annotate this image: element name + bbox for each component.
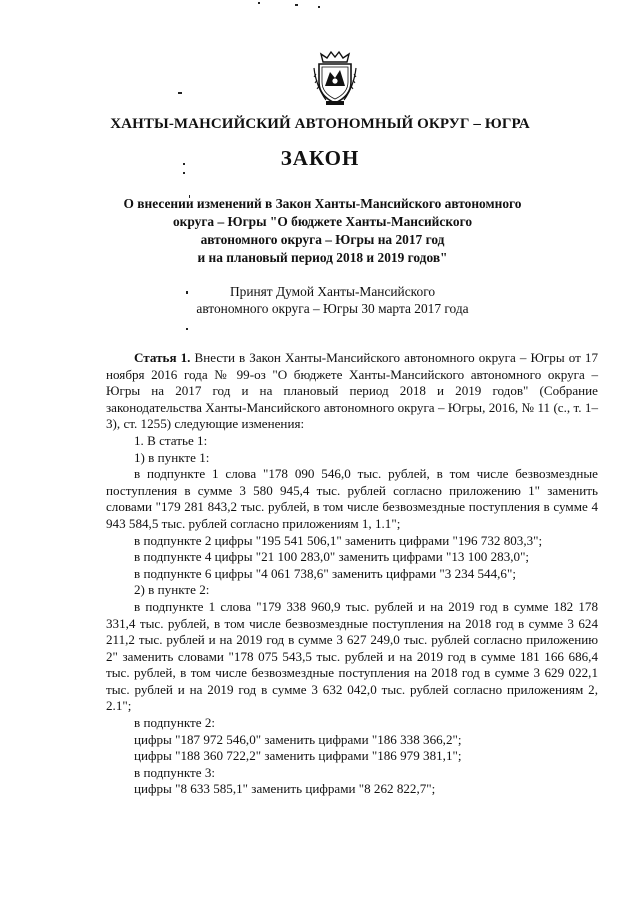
law-subject bbox=[100, 195, 545, 267]
subject-line: и на плановый период 2018 и 2019 годов" bbox=[197, 250, 448, 265]
scan-mark bbox=[178, 92, 182, 94]
scan-mark bbox=[183, 172, 185, 174]
paragraph: в подпункте 2 цифры "195 541 506,1" заменить цифрами "196 732 803,3"; bbox=[134, 532, 543, 548]
paragraph: в подпункте 3: bbox=[134, 764, 216, 780]
paragraph: 2) в пункте 2: bbox=[134, 582, 210, 598]
scan-mark bbox=[295, 4, 298, 6]
scan-mark bbox=[186, 328, 188, 330]
paragraph: в подпункте 1 слова "178 090 546,0 тыс. рублей, в том числе безвозмездные поступления в сумме 3 580 945,4 тыс. рублей согласно приложению 1" заменить словами "179 281 843,2 тыс. рублей, в том числе безвозмездные поступления в сумме 4 943 584,5 тыс. рублей согласно приложениям 1, 1.1"; bbox=[106, 466, 598, 531]
region-title: ХАНТЫ-МАНСИЙСКИЙ АВТОНОМНЫЙ ОКРУГ – ЮГРА bbox=[110, 116, 530, 132]
adoption-note bbox=[160, 283, 505, 317]
paragraph: цифры "187 972 546,0" заменить цифрами "186 338 366,2"; bbox=[134, 731, 462, 747]
scan-mark bbox=[258, 2, 260, 4]
article-paragraph bbox=[106, 350, 598, 433]
paragraph: 1) в пункте 1: bbox=[134, 449, 210, 465]
paragraph: 1. В статье 1: bbox=[134, 432, 208, 448]
article-label: Статья 1. bbox=[134, 350, 191, 365]
article-text: Внести в Закон Ханты-Мансийского автономного округа – Югры от 17 ноября 2016 года № 99-оз "О бюджете Ханты-Мансийского автономного округа – Югры на 2017 год и на плановый период 2018 и 2019 годов" (Собрание законодательства Ханты-Мансийского автономного округа – Югры, 2016, № 11 (с., т. 1–3), ст. 1255) следующие изменения: bbox=[106, 350, 598, 432]
law-body bbox=[106, 350, 598, 798]
scan-mark bbox=[318, 6, 320, 8]
coat-of-arms-icon bbox=[313, 48, 357, 108]
paragraph: в подпункте 4 цифры "21 100 283,0" заменить цифрами "13 100 283,0"; bbox=[134, 549, 530, 565]
paragraph: цифры "8 633 585,1" заменить цифрами "8 262 822,7"; bbox=[134, 781, 436, 797]
paragraph: в подпункте 6 цифры "4 061 738,6" заменить цифрами "3 234 544,6"; bbox=[134, 565, 516, 581]
document-type-title: ЗАКОН bbox=[280, 146, 360, 170]
subject-line: автономного округа – Югры на 2017 год bbox=[200, 232, 445, 247]
adoption-line: автономного округа – Югры 30 марта 2017 года bbox=[196, 301, 469, 316]
subject-line: О внесении изменений в Закон Ханты-Мансийского автономного bbox=[123, 196, 522, 211]
adoption-line: Принят Думой Ханты-Мансийского bbox=[229, 284, 436, 299]
subject-line: округа – Югры "О бюджете Ханты-Мансийского bbox=[172, 214, 473, 229]
paragraph: в подпункте 1 слова "179 338 960,9 тыс. рублей и на 2019 год в сумме 182 178 331,4 тыс. рублей, в том числе безвозмездные поступления на 2018 год в сумме 3 624 211,2 тыс. рублей и на 2019 год в сумме 3 627 249,0 тыс. рублей согласно приложению 2" заменить словами "178 075 543,5 тыс. рублей и на 2019 год в сумме 181 166 686,4 тыс. рублей, в том числе безвозмездные поступления на 2018 год в сумме 3 629 022,1 тыс. рублей и на 2019 год в сумме 3 632 042,0 тыс. рублей согласно приложениям 2, 2.1"; bbox=[106, 598, 598, 714]
paragraph: цифры "188 360 722,2" заменить цифрами "186 979 381,1"; bbox=[134, 748, 462, 764]
paragraph: в подпункте 2: bbox=[134, 715, 216, 731]
